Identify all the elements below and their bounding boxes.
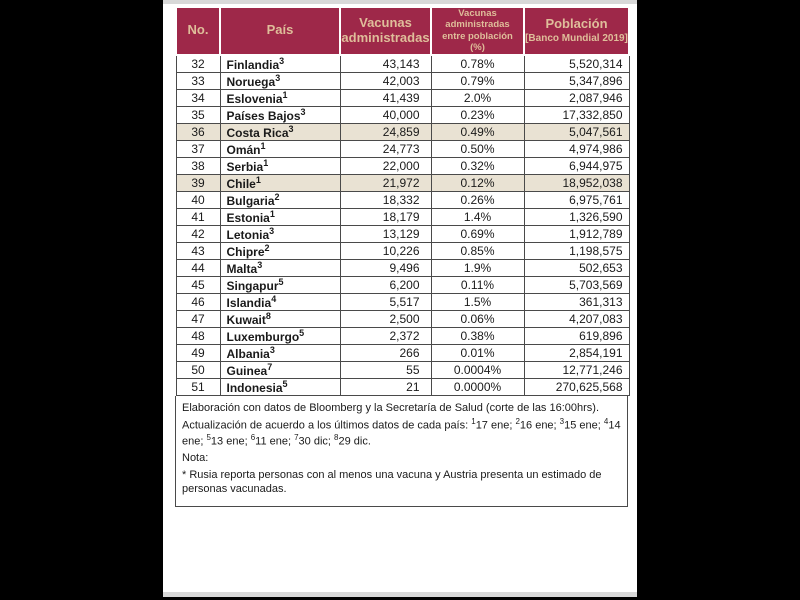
- population-value: 2,087,946: [524, 89, 629, 106]
- country-name: Luxemburgo$^5$: [220, 327, 340, 344]
- country-name: Chipre$^2$: [220, 242, 340, 259]
- vaccines-administered: 22,000: [340, 157, 431, 174]
- pct-of-population: 2.0%: [431, 89, 524, 106]
- pct-of-population: 0.11%: [431, 276, 524, 293]
- country-name: Indonesia$^5$: [220, 378, 340, 395]
- population-value: 270,625,568: [524, 378, 629, 395]
- pct-of-population: 0.79%: [431, 72, 524, 89]
- header-population: Población [Banco Mundial 2019]: [524, 7, 629, 55]
- row-number: 35: [176, 106, 220, 123]
- row-number: 39: [176, 174, 220, 191]
- vaccines-administered: 2,372: [340, 327, 431, 344]
- footnote-marker: 5: [299, 327, 305, 338]
- table-header: [176, 7, 629, 55]
- row-number: 44: [176, 259, 220, 276]
- pct-of-population: 0.85%: [431, 242, 524, 259]
- note-asterisk: * Rusia reporta personas con al menos una vacuna y Austria presenta un estimado de personas vacunadas.: [182, 468, 602, 496]
- row-number: 48: [176, 327, 220, 344]
- footnote-marker: 1: [282, 89, 288, 100]
- population-value: 17,332,850: [524, 106, 629, 123]
- country-name: Bulgaria$^2$: [220, 191, 340, 208]
- row-number: 51: [176, 378, 220, 395]
- population-value: 619,896: [524, 327, 629, 344]
- vaccines-administered: 9,496: [340, 259, 431, 276]
- footnote-marker: 3: [257, 259, 263, 270]
- pct-of-population: 0.23%: [431, 106, 524, 123]
- vaccines-administered: 55: [340, 361, 431, 378]
- country-name: Eslovenia$^1$: [220, 89, 340, 106]
- population-value: 4,974,986: [524, 140, 629, 157]
- footnote-marker: 3: [269, 344, 275, 355]
- pct-of-population: 1.5%: [431, 293, 524, 310]
- note-source: Elaboración con datos de Bloomberg y la Secretaría de Salud (corte de las 16:00hrs).: [182, 401, 600, 414]
- vaccines-administered: 6,200: [340, 276, 431, 293]
- pct-of-population: 0.26%: [431, 191, 524, 208]
- footnote-marker: 3: [300, 106, 306, 117]
- table-row: [176, 157, 629, 174]
- population-value: 361,313: [524, 293, 629, 310]
- footnote-marker: 8: [265, 310, 271, 321]
- pct-of-population: 1.9%: [431, 259, 524, 276]
- vaccines-administered: 18,332: [340, 191, 431, 208]
- table-row: [176, 191, 629, 208]
- population-value: 1,912,789: [524, 225, 629, 242]
- footnote-marker: 2: [274, 191, 280, 202]
- row-number: 36: [176, 123, 220, 140]
- header-pct: Vacunas administradas entre población (%): [431, 7, 524, 55]
- pct-of-population: 0.0004%: [431, 361, 524, 378]
- footnote-marker: 3: [275, 72, 281, 83]
- row-number: 34: [176, 89, 220, 106]
- vaccines-table: [175, 6, 630, 396]
- vaccines-administered: 266: [340, 344, 431, 361]
- population-value: 5,703,569: [524, 276, 629, 293]
- table-row: [176, 310, 629, 327]
- header-no: No.: [176, 7, 220, 55]
- table-row: [176, 72, 629, 89]
- population-value: 4,207,083: [524, 310, 629, 327]
- note-update: Actualización de acuerdo a los últimos datos de cada país: $^1$17 ene; $^2$16 ene; $^3$15 ene; $^4$14 ene; $^5$13 ene; $^6$11 ene; $^7$30 dic; $^8$29 dic.: [182, 417, 621, 448]
- table-row: [176, 293, 629, 310]
- table-row: [176, 225, 629, 242]
- vaccines-administered: 5,517: [340, 293, 431, 310]
- footnote-marker: 7: [267, 361, 273, 372]
- table-row: [176, 327, 629, 344]
- header-country: País: [220, 7, 340, 55]
- pct-of-population: 0.12%: [431, 174, 524, 191]
- vaccines-administered: 40,000: [340, 106, 431, 123]
- pct-of-population: 0.69%: [431, 225, 524, 242]
- table-row: [176, 242, 629, 259]
- population-value: 5,520,314: [524, 55, 629, 73]
- vaccines-administered: 43,143: [340, 55, 431, 73]
- country-name: Malta$^3$: [220, 259, 340, 276]
- row-number: 41: [176, 208, 220, 225]
- country-name: Serbia$^1$: [220, 157, 340, 174]
- footnote-marker: 1: [260, 140, 266, 151]
- row-number: 38: [176, 157, 220, 174]
- country-name: Guinea$^7$: [220, 361, 340, 378]
- footnote-marker: 1: [269, 208, 275, 219]
- row-number: 45: [176, 276, 220, 293]
- country-name: Países Bajos$^3$: [220, 106, 340, 123]
- country-name: Chile$^1$: [220, 174, 340, 191]
- country-name: Kuwait$^8$: [220, 310, 340, 327]
- top-strip: [163, 0, 637, 4]
- vaccines-administered: 24,773: [340, 140, 431, 157]
- row-number: 47: [176, 310, 220, 327]
- population-value: 2,854,191: [524, 344, 629, 361]
- population-value: 1,326,590: [524, 208, 629, 225]
- footnote-marker: 3: [269, 225, 275, 236]
- row-number: 42: [176, 225, 220, 242]
- table-row: [176, 106, 629, 123]
- population-value: 18,952,038: [524, 174, 629, 191]
- footnote-marker: 1: [255, 174, 261, 185]
- population-value: 502,653: [524, 259, 629, 276]
- vaccines-administered: 13,129: [340, 225, 431, 242]
- row-number: 33: [176, 72, 220, 89]
- table-body: [176, 55, 629, 396]
- pct-of-population: 0.01%: [431, 344, 524, 361]
- population-value: 5,347,896: [524, 72, 629, 89]
- table-row: [176, 378, 629, 395]
- table-row: [176, 55, 629, 73]
- table-row: [176, 123, 629, 140]
- country-name: Omán$^1$: [220, 140, 340, 157]
- footnote-marker: 2: [264, 242, 270, 253]
- document-page: [163, 0, 637, 597]
- row-number: 46: [176, 293, 220, 310]
- pct-of-population: 0.50%: [431, 140, 524, 157]
- vaccines-administered: 10,226: [340, 242, 431, 259]
- country-name: Singapur$^5$: [220, 276, 340, 293]
- population-value: 6,975,761: [524, 191, 629, 208]
- table-row: [176, 276, 629, 293]
- vaccines-administered: 21,972: [340, 174, 431, 191]
- country-name: Islandia$^4$: [220, 293, 340, 310]
- table-row: [176, 208, 629, 225]
- country-name: Finlandia$^3$: [220, 55, 340, 73]
- row-number: 32: [176, 55, 220, 73]
- country-name: Albania$^3$: [220, 344, 340, 361]
- pct-of-population: 0.38%: [431, 327, 524, 344]
- footnote-marker: 5: [278, 276, 284, 287]
- population-value: 12,771,246: [524, 361, 629, 378]
- vaccines-administered: 18,179: [340, 208, 431, 225]
- population-value: 1,198,575: [524, 242, 629, 259]
- vaccines-administered: 2,500: [340, 310, 431, 327]
- country-name: Estonia$^1$: [220, 208, 340, 225]
- country-name: Letonia$^3$: [220, 225, 340, 242]
- table-row: [176, 259, 629, 276]
- pct-of-population: 0.06%: [431, 310, 524, 327]
- footnote-marker: 3: [279, 55, 285, 66]
- pct-of-population: 1.4%: [431, 208, 524, 225]
- header-vaccines: Vacunas administradas: [340, 7, 431, 55]
- vaccines-administered: 42,003: [340, 72, 431, 89]
- vaccines-administered: 21: [340, 378, 431, 395]
- pct-of-population: 0.49%: [431, 123, 524, 140]
- row-number: 40: [176, 191, 220, 208]
- note-label: Nota:: [182, 452, 209, 465]
- pct-of-population: 0.0000%: [431, 378, 524, 395]
- table-row: [176, 361, 629, 378]
- row-number: 37: [176, 140, 220, 157]
- footnote-marker: 4: [271, 293, 277, 304]
- vaccines-administered: 41,439: [340, 89, 431, 106]
- table-row: [176, 89, 629, 106]
- footnote-marker: 1: [263, 157, 269, 168]
- table-row: [176, 344, 629, 361]
- notes-box: [175, 396, 628, 507]
- vaccines-administered: 24,859: [340, 123, 431, 140]
- country-name: Costa Rica$^3$: [220, 123, 340, 140]
- row-number: 49: [176, 344, 220, 361]
- population-value: 6,944,975: [524, 157, 629, 174]
- pct-of-population: 0.78%: [431, 55, 524, 73]
- table-row: [176, 140, 629, 157]
- row-number: 43: [176, 242, 220, 259]
- pct-of-population: 0.32%: [431, 157, 524, 174]
- table-row: [176, 174, 629, 191]
- row-number: 50: [176, 361, 220, 378]
- country-name: Noruega$^3$: [220, 72, 340, 89]
- population-value: 5,047,561: [524, 123, 629, 140]
- bottom-strip: [163, 592, 637, 597]
- footnote-marker: 3: [288, 123, 294, 134]
- footnote-marker: 5: [282, 378, 288, 389]
